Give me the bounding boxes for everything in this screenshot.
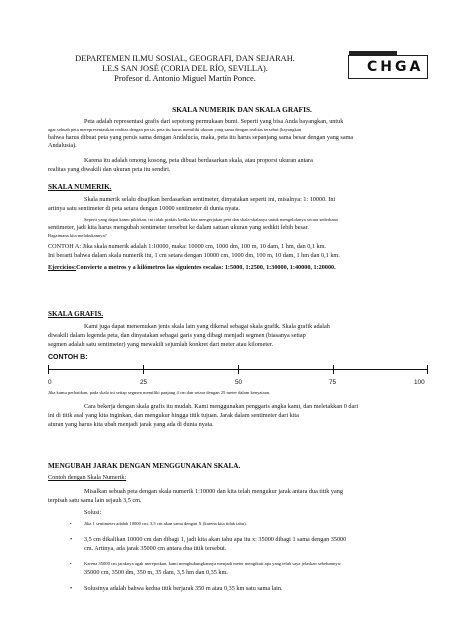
exercise — [48, 264, 448, 271]
scale-tick-label: 100 — [414, 379, 425, 386]
graphic-line: ini di titik asal yang kita inginkan, dan mengukur hingga titik tujuan. Jarak dalam sentimeter dari kita — [48, 412, 299, 419]
intro-line: bahwa harus dibuat peta yang persis sama dengan Andalucía, maka, peta itu harus sepanjang sama besar dengan yang sama — [48, 134, 354, 141]
scale-tick — [238, 365, 239, 374]
solution-step: Jika 1 sentimeter adalah 10000 cm, 3,5 cm akan sama dengan X (karena kita tidak tahu). — [84, 521, 247, 526]
heading-graphic-scale: SKALA GRAFIS. — [48, 310, 104, 318]
graphic-line: segmen adalah satu sentimeter) yang mewakili sejumlah konkret dari meter atau kilometer. — [48, 341, 274, 348]
scale-tick — [48, 365, 49, 374]
scale-tick-label: 25 — [140, 379, 148, 386]
graphic-line: Cara bekerja dengan skala grafis itu mudah. Kami menggunakan penggaris angka kami, dan meletakkan 0 dari — [84, 403, 359, 410]
numeric-line: sentimeter, jadi kita harus mengubah sentimeter tersebut ke dalam satuan ukuran yang sedikit lebih besar. — [48, 224, 309, 231]
scale-tick-label: 0 — [48, 379, 52, 386]
department-logo — [348, 55, 428, 79]
scale-tick — [143, 365, 144, 374]
numeric-line: Skala numerik selalu disajikan berdasarkan sentimeter, dinyatakan seperti ini, misalnya: 1: 10000. Ini — [84, 196, 336, 203]
intro-line: realitas yang diwakili dan ukuran peta itu sendiri. — [48, 166, 171, 173]
graphic-line: Kami juga dapat menemukan jenis skala lain yang dikenal sebagai skala grafik. Skala grafik adalah — [84, 323, 330, 330]
scale-tick-label: 50 — [235, 379, 243, 386]
scale-tick — [333, 365, 334, 374]
subheading-numeric-example: Contoh dengan Skala Numerik: — [48, 474, 127, 481]
convert-line: Misalkan sebuah peta dengan skala numerik 1:10000 dan kita telah mengukur jarak antara dua titik yang — [84, 488, 343, 495]
convert-line: terpisah satu sama lain sejauh 3,5 cm. — [48, 497, 142, 504]
solution-step: 3,5 cm dikalikan 10000 cm dan dibagi 1, jadi kita akan tahu apa itu x: 35000 dibagi 1 sama dengan 35000 — [84, 536, 347, 543]
solution-step: Karena 35000 cm jaraknya agak merepotkan, kami menghubungkannya menjadi meter mengikuti apa yang telah saya jelaskan sebelumnya: — [84, 561, 342, 566]
bullet: • — [70, 561, 72, 566]
heading-convert: MENGUBAH JARAK DENGAN MENGGUNAKAN SKALA. — [48, 462, 241, 470]
header-school: I.E.S SAN JOSÉ (CORIA DEL RÍO, SEVILLA). — [102, 64, 268, 73]
scale-tick — [427, 365, 428, 374]
solution-step: cm. Artinya, ada jarak 35000 cm antara dua titik tersebut. — [84, 545, 227, 552]
header-department: DEPARTEMEN ILMU SOSIAL, GEOGRAFI, DAN SEJARAH. — [75, 54, 295, 63]
example-a-detail: Ini berarti bahwa dalam skala numerik itu, 1 cm setara dengan 10000 cm, 1000 dm, 100 m, 10 dam, 1 hm dan 0,1 km. — [48, 252, 340, 259]
exercise-text: Convierte a metros y a kilómetros las siguientes escalas: 1:5000, 1:2500, 1:30000, 1:40000, 1:20000. — [76, 264, 336, 271]
intro-line: Andalusia). — [48, 142, 77, 149]
heading-numeric-scale: SKALA NUMERIK. — [48, 183, 112, 191]
graphic-scale-bar — [48, 365, 428, 379]
header-teacher: Profesor d. Antonio Miguel Martín Ponce. — [114, 74, 256, 83]
numeric-line: artinya satu sentimeter di peta setara dengan 10000 sentimeter di dunia nyata. — [48, 205, 241, 212]
solution-step: Solusinya adalah bahwa kedua titik berjarak 350 m atau 0,35 km satu sama lain. — [84, 585, 283, 592]
scale-tick-label: 75 — [329, 379, 337, 386]
intro-line: Karena itu adalah omong kosong, peta dibuat berdasarkan skala, atau proporsi ukuran antara — [84, 157, 313, 164]
logo-text: CHGA — [367, 59, 424, 75]
graphic-line: aturan yang harus kita ubah menjadi jarak yang ada di dunia nyata. — [48, 421, 214, 428]
bullet: • — [70, 585, 73, 592]
exercise-label: Ejercicios: — [48, 264, 77, 271]
intro-line: Peta adalah representasi grafis dari sepotong permukaan bumi. Seperti yang bisa Anda bayangkan, untuk — [84, 118, 344, 125]
bullet: • — [70, 536, 73, 543]
scale-caption: Jika kamu perhatikan, pada skala ini setiap segmen memiliki panjang 4 cm dan setara dengan 25 meter dalam kenyataan. — [48, 390, 271, 395]
numeric-line: Seperti yang dapat kamu pikirkan, ini tidak praktis ketika kita mengerjakan peta dan skala-skalanya untuk mengelolanya secara sederhana — [84, 217, 338, 222]
page-title: SKALA NUMERIK DAN SKALA GRAFIS. — [172, 105, 312, 114]
intro-line: agar sebuah peta merepresentasikan realitas dengan persis, peta itu harus memiliki ukuran yang sama dengan realitas tersebut (bayangkan — [48, 127, 302, 132]
bullet: • — [70, 521, 72, 526]
graphic-line: diwakili dalam legenda peta, dan dinyatakan sebagai garis yang dibagi menjadi segmen (biasanya setiap — [48, 332, 306, 339]
example-b-label: CONTOH B: — [48, 354, 88, 361]
example-a: CONTOH A: Jika skala numerik adalah 1:10000, maka: 10000 cm, 1000 dm, 100 m, 10 dam, 1 hm, dan 0,1 km. — [48, 243, 326, 250]
numeric-line: Bagaimana kita melakukannya? — [48, 233, 107, 238]
solution-label: Solusi: — [84, 509, 102, 516]
solution-step: 35000 cm, 3500 dm, 350 m, 35 dam, 3,5 hm dan 0,35 km. — [84, 569, 228, 576]
